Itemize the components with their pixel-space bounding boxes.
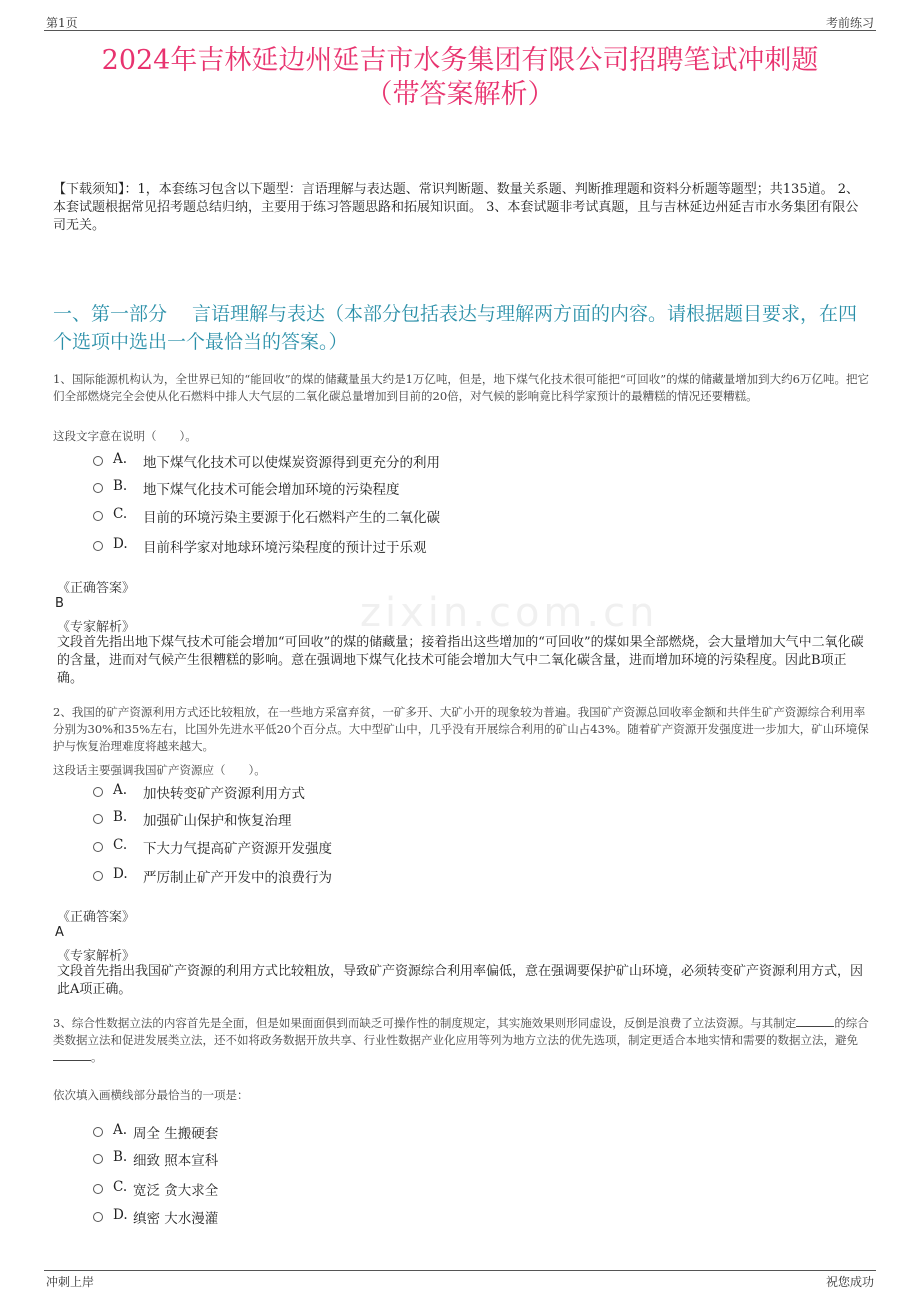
- explanation: 文段首先指出地下煤气技术可能会增加“可回收”的煤的储藏量；接着指出这些增加的“可回收”的煤如果全部燃烧，会大量增加大气中二氧化碳的含量，进而对气候产生很糟糕的影响。意在强调地下煤气化技术可能会增加大气中二氧化碳含量，进而增加环境的污染程度。因此B项正确。: [57, 635, 864, 686]
- radio-icon[interactable]: [93, 456, 103, 466]
- answer-label: 《正确答案》: [57, 910, 136, 925]
- answer-value: A: [55, 925, 64, 940]
- question-1-prompt: 这段文字意在说明（ ）。: [53, 429, 197, 443]
- radio-icon[interactable]: [93, 871, 103, 881]
- radio-icon[interactable]: [93, 1127, 103, 1137]
- analysis-label: 《专家解析》: [57, 949, 136, 964]
- answer-label: 《正确答案》: [57, 581, 136, 596]
- radio-icon[interactable]: [93, 814, 103, 824]
- radio-icon[interactable]: [93, 1212, 103, 1222]
- question-3-stem: 3、综合性数据立法的内容首先是全面，但是如果面面俱到而缺乏可操作性的制度规定，其实施效果则形同虚设，反倒是浪费了立法资源。与其制定 的综合类数据立法和促进发展类立法，还不如将政务数据开放共享、行业性数据产业化应用等列为地方立法的优先选项，制定更适合本地实情和需要的数据立法，避免。: [53, 1016, 869, 1064]
- page-footer: [44, 1270, 876, 1295]
- radio-icon[interactable]: [93, 1184, 103, 1194]
- download-notice: 【下载须知】：1，本套练习包含以下题型：言语理解与表达题、常识判断题、数量关系题、判断推理题和资料分析题等题型；共135道。 2、本套试题根据常见招考题总结归纳，主要用于练习答题思路和拓展知识面。 3、本套试题非考试真题，且与吉林延边州延吉市水务集团有限公司无关。: [53, 182, 859, 233]
- radio-icon[interactable]: [93, 483, 103, 493]
- page-number: 第1页: [46, 16, 78, 30]
- radio-icon[interactable]: [93, 511, 103, 521]
- page-title: [40, 44, 880, 112]
- title-line-2: （带答案解析）: [365, 79, 555, 110]
- explanation: 文段首先指出我国矿产资源的利用方式比较粗放，导致矿产资源综合利用率偏低，意在强调要保护矿山环境，必须转变矿产资源利用方式，因此A项正确。: [57, 964, 864, 997]
- question-1-stem: 1、国际能源机构认为，全世界已知的“能回收”的煤的储藏量虽大约是1万亿吨，但是，地下煤气化技术很可能把“可回收”的煤的储藏量增加到大约6万亿吨。把它们全部燃烧完全会使从化石燃料中排人大气层的二氧化碳总量增加到目前的20倍，对气候的影响竟比科学家预计的最糟糕的情况还要糟糕。: [53, 372, 869, 403]
- header-tag: 考前练习: [825, 16, 874, 30]
- footer-left-text: 冲刺上岸: [46, 1275, 95, 1289]
- radio-icon[interactable]: [93, 842, 103, 852]
- fill-blank-1: [796, 1015, 834, 1027]
- page-header: [44, 10, 876, 31]
- fill-blank-2: [53, 1049, 91, 1061]
- section-title: 一、第一部分 言语理解与表达（本部分包括表达与理解两方面的内容。请根据题目要求，在四个选项中选出一个最恰当的答案。）: [53, 303, 858, 353]
- analysis-label: 《专家解析》: [57, 620, 136, 635]
- answer-value: B: [55, 596, 64, 611]
- radio-icon[interactable]: [93, 541, 103, 551]
- question-3-prompt: 依次填入画横线部分最恰当的一项是：: [53, 1088, 249, 1102]
- radio-icon[interactable]: [93, 787, 103, 797]
- question-2-stem: 2、我国的矿产资源利用方式还比较粗放，在一些地方采富弃贫，一矿多开、大矿小开的现象较为普遍。我国矿产资源总回收率金额和共伴生矿产资源综合利用率分别为30%和35%左右，比国外先进水平低20个百分点。大中型矿山中，几乎没有开展综合利用的矿山占43%。随着矿产资源开发强度进一步加大，矿山环境保护与恢复治理难度将越来越大。: [53, 705, 869, 753]
- title-line-1: 2024年吉林延边州延吉市水务集团有限公司招聘笔试冲刺题: [101, 45, 819, 76]
- watermark: zixin.com.cn: [360, 590, 659, 636]
- radio-icon[interactable]: [93, 1154, 103, 1164]
- question-2-prompt: 这段话主要强调我国矿产资源应（ ）。: [53, 763, 266, 777]
- footer-right-text: 祝您成功: [825, 1275, 874, 1289]
